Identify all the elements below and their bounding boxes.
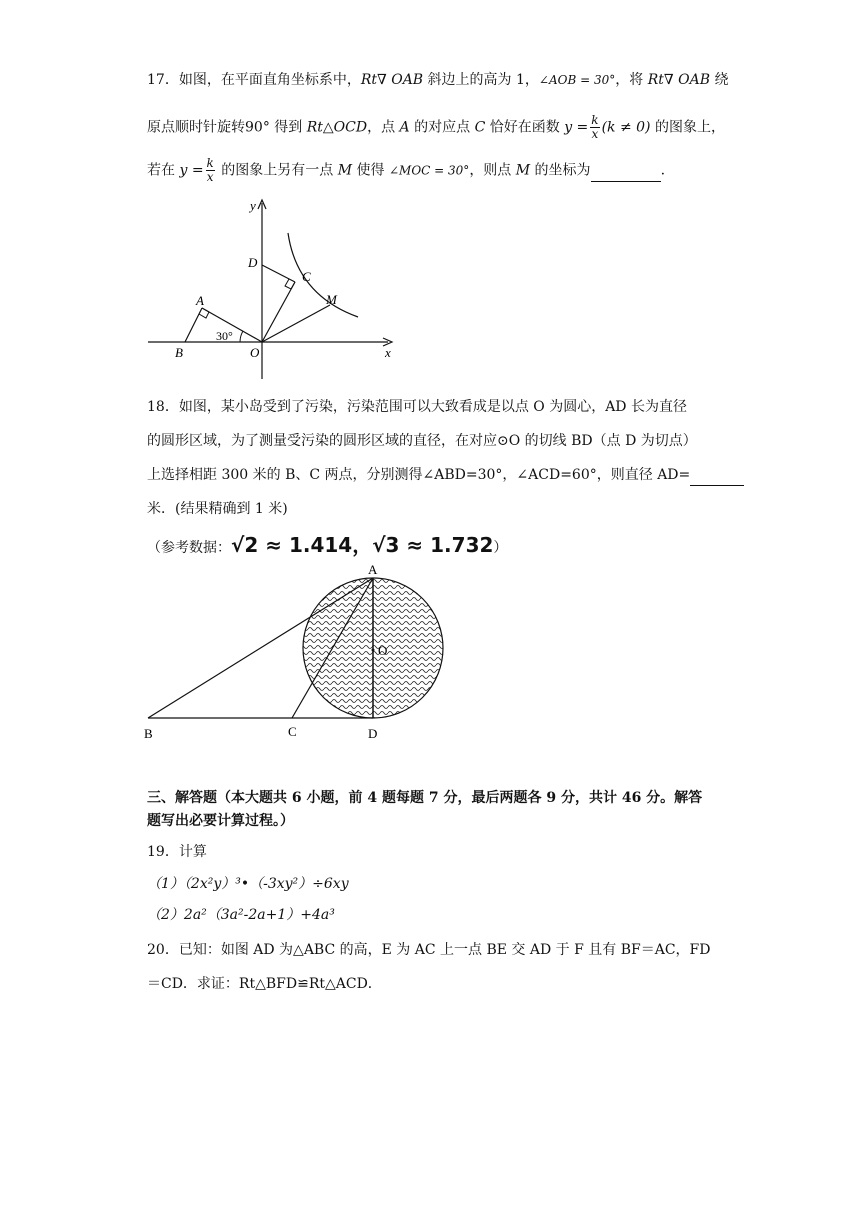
q17-fraction-k-over-x xyxy=(590,114,599,141)
q18-ref-prefix: （参考数据： xyxy=(147,540,231,556)
q17-point-m: M xyxy=(515,162,531,179)
fraction-denominator: x xyxy=(591,127,599,141)
q18-figure xyxy=(140,560,460,745)
q17-text: 的对应点 xyxy=(409,119,475,136)
q18-line-1: 18．如图，某小岛受到了污染，污染范围可以大致看成是以点 O 为圆心，AD 长为直径 xyxy=(147,399,687,415)
q19-part-2: （2）2a²（3a²-2a+1）+4a³ xyxy=(147,907,335,923)
angle-arc-30 xyxy=(240,331,243,342)
q17-angle-aob: ∠AOB = 30° xyxy=(538,73,616,87)
q17-function-y: y = xyxy=(564,119,589,136)
q17-text: 的坐标为 xyxy=(530,162,591,179)
q17-text: 绕 xyxy=(710,72,729,88)
fraction-denominator: x xyxy=(206,170,214,184)
right-angle-mark-c xyxy=(285,279,295,289)
label-a: A xyxy=(196,293,204,308)
q17-text: 的图象上， xyxy=(650,119,725,136)
q17-text: 如图，在平面直角坐标系中， xyxy=(178,72,361,88)
label-x: x xyxy=(385,345,391,360)
q17-point-a: A xyxy=(399,119,410,136)
q17-figure xyxy=(140,195,410,385)
q18-answer-blank[interactable] xyxy=(690,465,744,486)
q17-point-m: M xyxy=(337,162,353,179)
label-b: B xyxy=(144,726,153,741)
q17-condition: (k ≠ 0) xyxy=(601,119,651,136)
fraction-numerator: k xyxy=(206,156,214,170)
q17-point-c: C xyxy=(474,119,486,136)
q18-line-2: 的圆形区域，为了测量受污染的圆形区域的直径，在对应⊙O 的切线 BD（点 D 为切点） xyxy=(147,433,697,449)
label-30-degree: 30° xyxy=(216,329,233,343)
right-angle-mark-a xyxy=(199,308,209,318)
section-3-heading-line-2: 题写出必要计算过程。） xyxy=(147,813,294,829)
q17-text: ，则点 xyxy=(469,162,516,179)
label-b: B xyxy=(175,345,183,360)
q17-angle-moc: ∠MOC = 30° xyxy=(388,163,470,178)
label-c: C xyxy=(288,724,297,739)
q18-line-3 xyxy=(147,465,744,486)
q17-triangle-oab: Rt∇ OAB xyxy=(647,72,710,88)
label-m: M xyxy=(326,292,337,307)
fraction-numerator: k xyxy=(591,113,599,127)
label-d: D xyxy=(248,255,258,270)
label-c: C xyxy=(302,269,311,284)
q17-line-3 xyxy=(147,157,665,184)
q17-text: ，点 xyxy=(367,119,400,136)
q18-ref-values: √2 ≈ 1.414，√3 ≈ 1.732 xyxy=(231,533,494,557)
q17-line-1 xyxy=(147,70,728,90)
q20-line-1: 20．已知：如图 AD 为△ABC 的高，E 为 AC 上一点 BE 交 AD 于 F 且有 BF＝AC，FD xyxy=(147,942,711,958)
q17-number: 17． xyxy=(147,72,179,88)
hyperbola-curve xyxy=(288,233,358,317)
q17-triangle-oab: Rt∇ OAB xyxy=(360,72,424,88)
label-y: y xyxy=(250,198,256,213)
center-point-o xyxy=(372,649,375,652)
q18-line-4: 米．(结果精确到 1 米) xyxy=(147,501,288,517)
q20-line-2: ＝CD．求证：Rt△BFD≌Rt△ACD． xyxy=(147,976,382,992)
q18-reference-data xyxy=(147,532,507,561)
section-3-heading-line-1: 三、解答题（本大题共 6 小题，前 4 题每题 7 分，最后两题各 9 分，共计 46 分。解答 xyxy=(147,790,703,806)
label-o: O xyxy=(250,345,260,360)
q17-line-2 xyxy=(147,114,725,141)
q19-part-1: （1）（2x²y）³•（-3xy²）÷6xy xyxy=(147,876,349,892)
q17-text: 使得 xyxy=(352,162,389,179)
segment-ba xyxy=(185,308,202,342)
q18-ref-suffix: ） xyxy=(493,540,508,556)
q17-function-y: y = xyxy=(179,162,204,179)
q19-title: 19．计算 xyxy=(147,844,207,860)
q18-text: 上选择相距 300 米的 B、C 两点，分别测得∠ABD=30°，∠ACD=60°，则直径 AD= xyxy=(147,467,691,483)
q17-answer-blank[interactable] xyxy=(591,161,661,182)
q17-fraction-k-over-x xyxy=(206,157,215,184)
q17-text: 原点顺时针旋转90° 得到 xyxy=(147,119,307,136)
label-a: A xyxy=(368,562,378,577)
label-d: D xyxy=(368,726,378,741)
q17-text: 斜边上的高为 1， xyxy=(423,72,539,88)
q17-text: ，将 xyxy=(615,72,648,88)
q17-text: 的图象上另有一点 xyxy=(216,162,338,179)
segment-dc xyxy=(262,265,295,282)
q17-text: . xyxy=(660,162,666,179)
q17-text: 若在 xyxy=(147,162,180,179)
q17-triangle-ocd: Rt△OCD xyxy=(306,119,368,136)
q17-text: 恰好在函数 xyxy=(485,119,565,136)
label-o: O xyxy=(378,643,388,658)
